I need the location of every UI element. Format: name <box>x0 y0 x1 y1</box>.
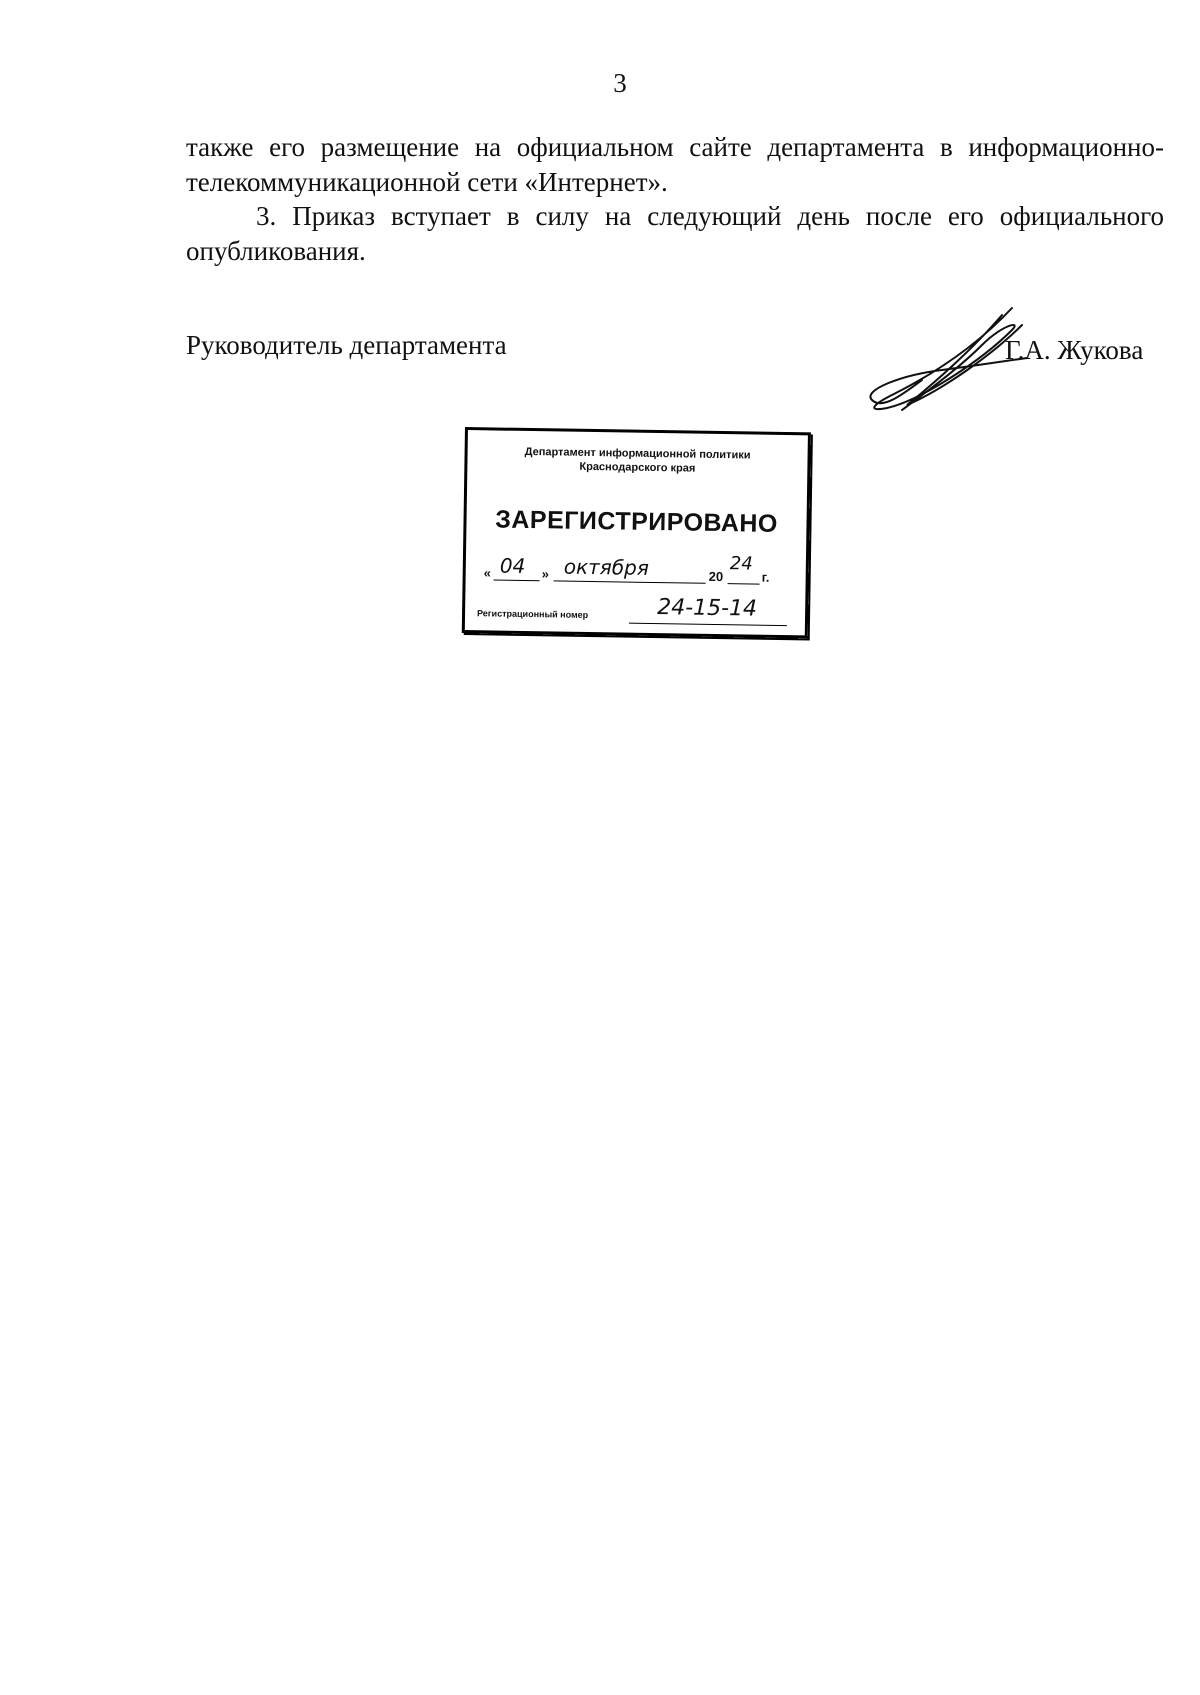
stamp-reg-number-row <box>476 595 797 629</box>
signatory-name: Г.А. Жукова <box>1005 335 1144 365</box>
paragraph-continuation-line1: также его размещение на официальном сайте департамента в информационно- <box>186 132 1164 162</box>
stamp-reg-number-line <box>629 623 787 626</box>
stamp-day: 04 <box>499 553 526 578</box>
stamp-date-row <box>484 555 794 590</box>
body-text <box>186 130 1164 268</box>
stamp-department <box>467 444 807 477</box>
stamp-date-close-quote: » <box>541 566 550 582</box>
registration-stamp <box>465 427 815 637</box>
stamp-registered-label: ЗАРЕГИСТРИРОВАНО <box>494 505 779 538</box>
stamp-year-unit: г. <box>761 569 770 585</box>
stamp-department-line1: Департамент информационной политики <box>524 445 751 462</box>
stamp-date-open-quote: « <box>483 565 492 581</box>
paragraph-item-3: 3. Приказ вступает в силу на следующий день после его официального опубликования. <box>186 201 1164 266</box>
stamp-year-suffix: 24 <box>729 553 753 575</box>
stamp-department-line2: Краснодарского края <box>579 460 696 475</box>
stamp-year-prefix: 20 <box>708 568 724 585</box>
stamp-frame <box>462 427 811 638</box>
stamp-month-line <box>554 580 706 583</box>
stamp-day-line <box>494 579 540 581</box>
page-number: 3 <box>613 68 627 98</box>
stamp-month: октября <box>563 554 650 580</box>
signatory-title: Руководитель департамента <box>186 330 507 360</box>
stamp-year-line <box>728 583 760 585</box>
stamp-reg-number: 24-15-14 <box>656 595 758 622</box>
paragraph-continuation-line2: телекоммуникационной сети «Интернет». <box>186 166 668 197</box>
stamp-reg-number-label: Регистрационный номер <box>476 608 589 620</box>
